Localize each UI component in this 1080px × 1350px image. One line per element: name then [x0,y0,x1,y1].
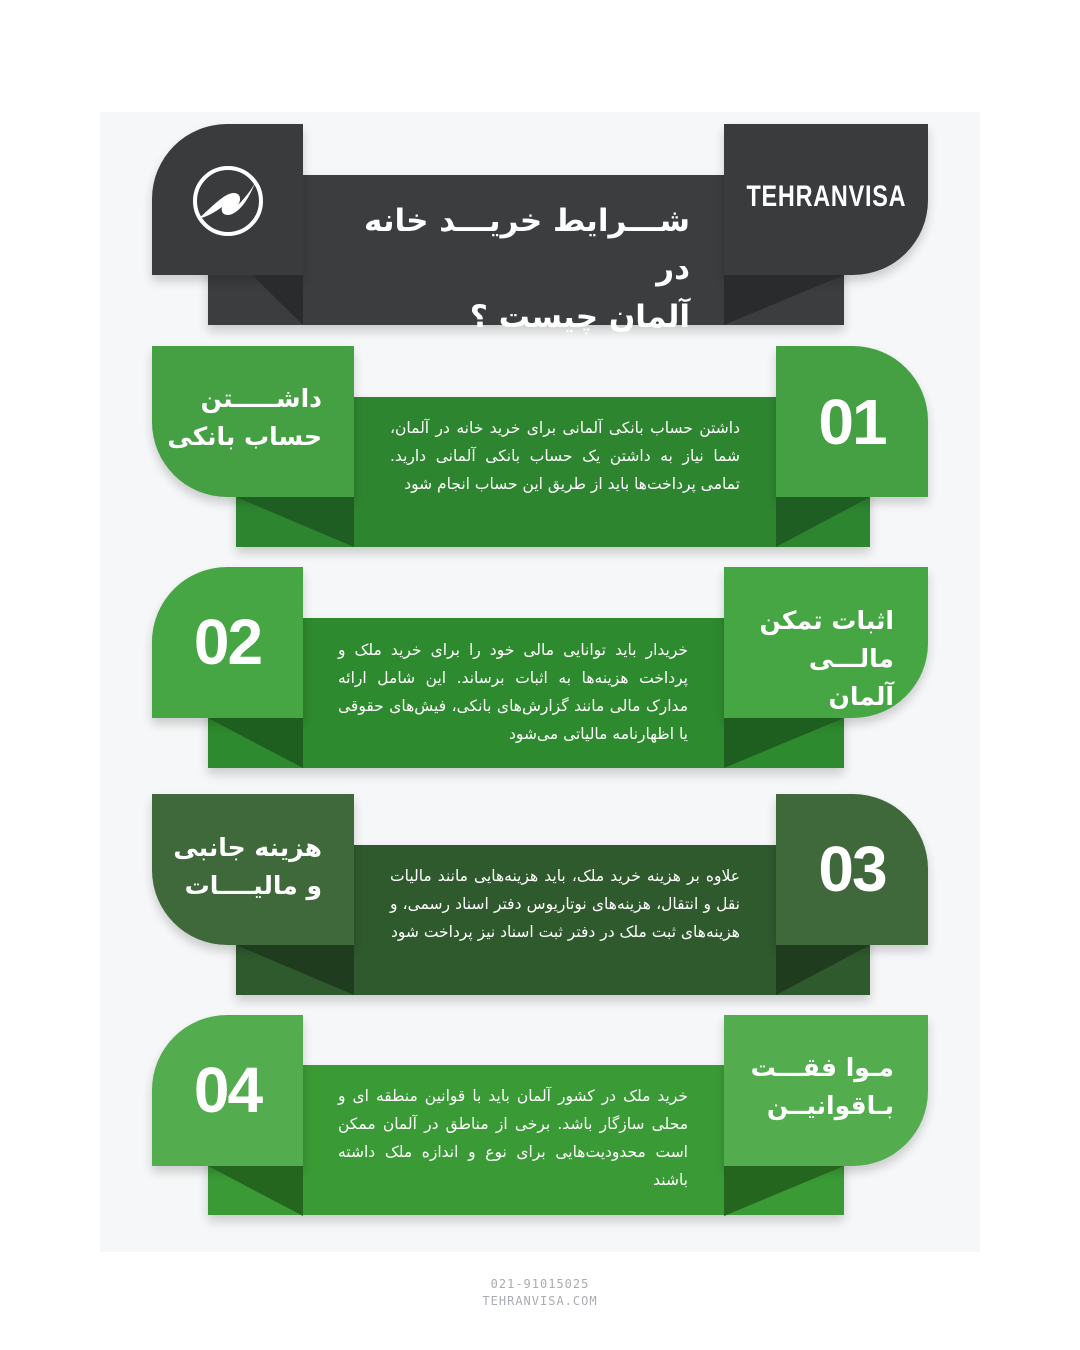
bird-logo-icon [190,163,266,239]
header-left-fold [252,275,303,325]
step-03-right-fold [776,945,870,995]
step-02-number: 02 [193,606,262,678]
step-03-title: هزینه جانبی و مالیــــات [173,833,322,900]
step-02-left-fold [208,718,303,768]
step-01-right-fold [776,497,870,547]
step-04-text: خرید ملک در کشور آلمان باید با قوانین منطقه ای و محلی سازگار باشد. برخی از مناطق در آلمان ممکن است محدودیت‌هایی برای نوع و اندازه ملک داشته باشند [338,1087,688,1189]
step-02-title: اثبات تمکن مالـــی آلمان [759,606,894,711]
step-04-left-fold [208,1166,303,1216]
step-01-left-fold [236,497,354,547]
brand-name: TEHRANVISA [746,180,907,213]
step-04-number: 04 [193,1054,262,1126]
step-01-number: 01 [818,386,886,458]
footer-website: TEHRANVISA.COM [482,1294,598,1308]
step-02-right-fold [724,718,844,768]
footer-phone: 021-91015025 [490,1277,590,1291]
step-03-left-fold [236,945,354,995]
step-04-right-fold [724,1166,844,1216]
step-04-title: مـوا فقـــت بـاقوانیــن [750,1053,894,1120]
header-right-fold [724,275,844,325]
step-01-title: داشـــــتن حساب بانکی [167,384,322,451]
step-01-text: داشتن حساب بانکی آلمانی برای خرید خانه در آلمان، شما نیاز به داشتن یک حساب بانکی آلمانی دارید. تمامی پرداخت‌ها باید از طریق این حساب انجام شود [390,419,740,493]
step-03-text: علاوه بر هزینه خرید ملک، باید هزینه‌هایی مانند مالیات نقل و انتقال، هزینه‌های نوتاریوس دفتر اسناد رسمی، و هزینه‌های ثبت ملک در دفتر ثبت اسناد نیز پرداخت شود [390,867,740,941]
step-02-text: خریدار باید توانایی مالی خود را برای خرید ملک و پرداخت هزینه‌ها به اثبات برساند. این شامل ارائه مدارک مالی مانند گزارش‌های بانکی، فیش‌های حقوقی یا اظهارنامه مالیاتی می‌شود [338,641,688,743]
page-title: شـــرایط خریـــد خانه در آلمان چیست ؟ [364,203,690,335]
step-03-number: 03 [818,833,886,905]
